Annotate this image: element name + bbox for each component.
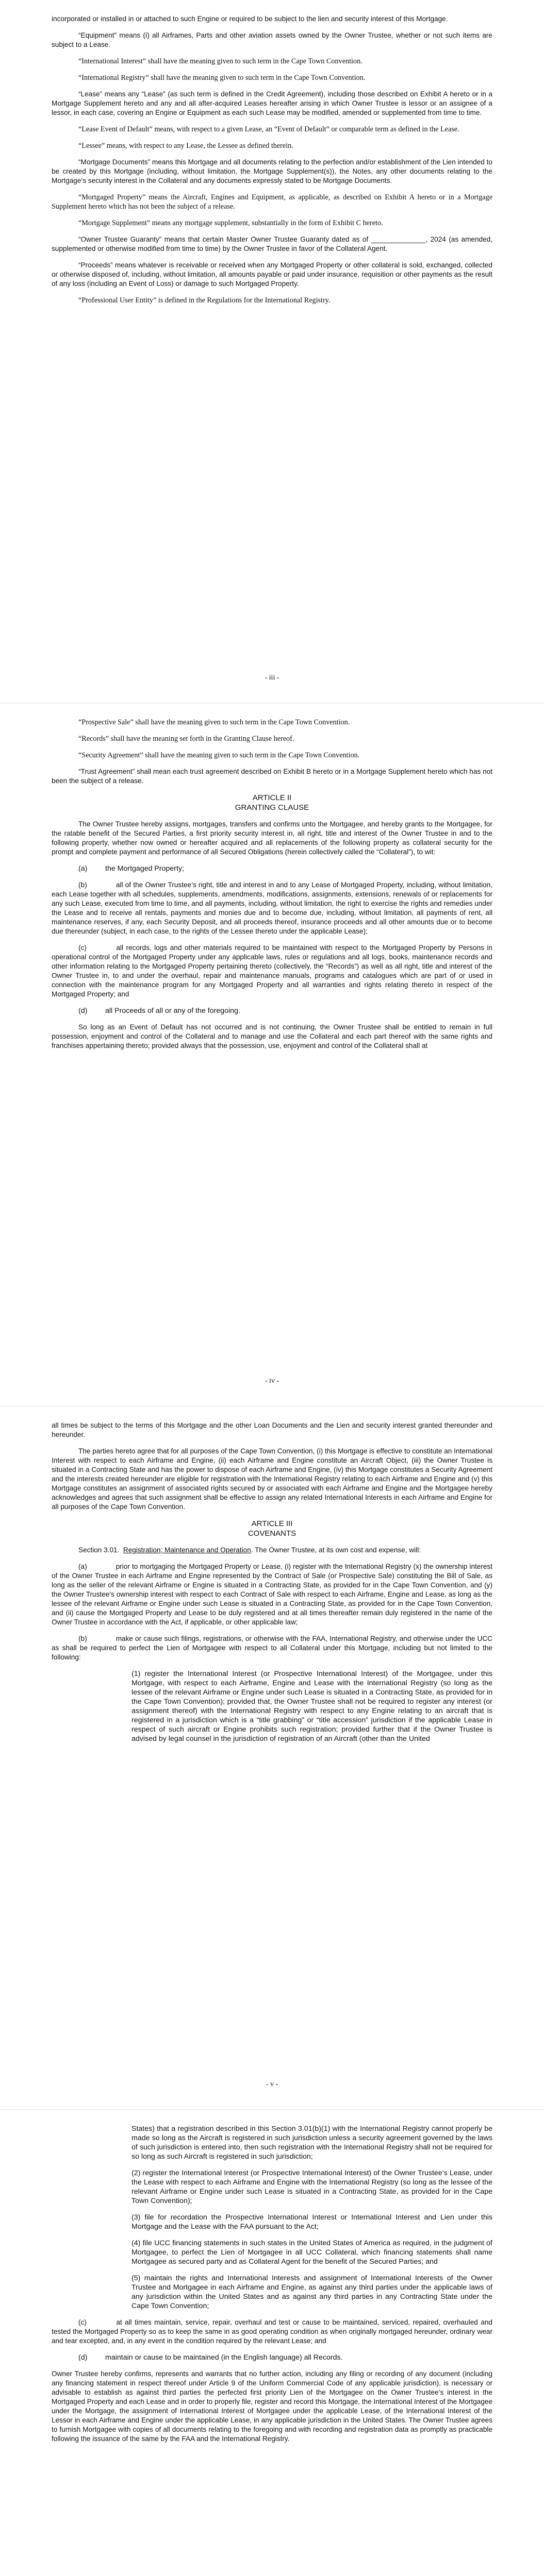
list-item-label: (b) bbox=[78, 1635, 87, 1642]
list-item-text: the Mortgaged Property; bbox=[105, 865, 184, 873]
list-item-text: maintain or cause to be maintained (in the English language) all Records. bbox=[105, 2353, 343, 2362]
list-item bbox=[52, 880, 492, 936]
list-item bbox=[52, 864, 492, 873]
list-item bbox=[52, 1562, 492, 1627]
list-item-label: (c) bbox=[78, 2318, 87, 2326]
definition-professional-user-entity: “Professional User Entity” is defined in the Regulations for the International Registry. bbox=[78, 296, 331, 304]
page-number: - iv - bbox=[265, 1377, 279, 1385]
article-number: ARTICLE III bbox=[251, 1519, 293, 1528]
granting-closing: So long as an Event of Default has not occurred and is not continuing, the Owner Trustee shall be entitled to remain in full possession, enjoyment and control of the Collateral and to manage and use the Collateral and each part thereof with the same rights and franchises appertaining thereto; provided always that the possession, use, enjoyment and control of the Collateral shall at bbox=[52, 1023, 492, 1049]
list-item bbox=[52, 1006, 492, 1015]
section-title: Registration; Maintenance and Operation bbox=[123, 1546, 251, 1554]
sub-item: (5) maintain the rights and International Interests and assignment of International Interests of the Owner Trustee and Mortgagee in each Airframe and Engine, as against any third parties under the applicable laws of any jurisdiction within the United States and as against any third parties in any Contracting State under the Cape Town Convention; bbox=[131, 2274, 492, 2310]
article-number: ARTICLE II bbox=[252, 793, 292, 802]
definition-mortgaged-property: “Mortgaged Property” means the Aircraft, Engines and Equipment, as applicable, as described on Exhibit A hereto or in a Mortgage Supplement hereto which has not been the subject of a release. bbox=[52, 193, 492, 211]
page-number: - v - bbox=[266, 2080, 278, 2088]
sub-item: States) that a registration described in this Section 3.01(b)(1) with the International Registry cannot properly be made so long as the Aircraft is registered in such jurisdiction unless a security agreement governed by the laws of such jurisdiction is entered into, then such registration with the International Registry shall not be required for so long as such Aircraft is registered in such jurisdiction; bbox=[131, 2125, 492, 2161]
list-item-text: prior to mortgaging the Mortgaged Property or Lease, (i) register with the International Registry (x) the ownership interest of the Owner Trustee in each Airframe and Engine represented by the Contract of Sale (or Prospective Sale) constituting the Bill of Sale, as long as the seller of the relevant Airframe or Engine is situated in a Contracting State, as provided for in the Cape Town Convention, and (y) the Owner Trustee’s ownership interest with respect to each Contract of Sale with respect to each Airframe, Engine and Lease, as long as the lessee of the relevant Airframe or Engine under such Lease is situated in a Contracting State, as provided for in the Cape Town Convention, and (ii) cause the Mortgaged Property and Lease to be duly registered and at all times thereafter remain duly registered in the name of the Owner Trustee in accordance with the Act, if applicable, or other applicable law; bbox=[52, 1563, 493, 1626]
document-page bbox=[0, 0, 544, 703]
list-item bbox=[52, 943, 492, 999]
list-item-label: (d) bbox=[78, 1007, 88, 1015]
sub-item: (3) file for recordation the Prospective International Interest or International Interest and Lien under this Mortgage and the Lease with the FAA pursuant to the Act; bbox=[131, 2213, 492, 2231]
list-item-text: at all times maintain, service, repair, overhaul and test or cause to be maintained, serviced, repaired, overhauled and tested the Mortgaged Property so as to keep the same in as good operating condition as when originally mortgaged hereunder, ordinary wear and tear excepted, and, in any event in the condition required by the relevant Lease; and bbox=[52, 2318, 492, 2345]
definition-lease-event-of-default: “Lease Event of Default” means, with respect to a given Lease, an “Event of Default” or comparable term as defined in the Lease. bbox=[78, 125, 459, 133]
section-label: Section 3.01. bbox=[78, 1546, 120, 1554]
definition-prospective-sale: “Prospective Sale” shall have the meaning given to such term in the Cape Town Convention. bbox=[78, 718, 350, 726]
definition-international-registry: “International Registry” shall have the meaning given to such term in the Cape Town Convention. bbox=[78, 74, 366, 82]
document-page bbox=[0, 1406, 544, 2110]
list-item-text: all of the Owner Trustee’s right, title and interest in and to any Lease of Mortgaged Property, including, without limitation, each Lease together with all schedules, supplements, amendments, modifications, assignments, extensions, renewals of or replacements for any such Lease, executed from time to time, and all payments, including, without limitation, the right to exercise the rights and remedies under the Lease and to receive all rentals, payments and monies due and to become due, including, without limitation, all payments of rent, all maintenance reserves, if any, each Security Deposit, and all proceeds thereof, insurance proceeds and all other amounts due or to become due thereunder (subject, in each case, to the rights of the Lessee thereto under the applicable Lease); bbox=[52, 881, 492, 935]
page-number: - iii - bbox=[265, 674, 279, 682]
section-text: . The Owner Trustee, at its own cost and expense, will: bbox=[251, 1546, 421, 1554]
definition-mortgage-documents: “Mortgage Documents” means this Mortgage and all documents relating to the perfection and/or establishment of the Lien intended to be created by this Mortgage (including, without limitation, the Mortgage Supplement(s)), the Notes, any other documents relating to the Mortgage’s security interest in the Collateral and any documents expressly stated to be Mortgage Documents. bbox=[52, 158, 492, 184]
article-title: COVENANTS bbox=[248, 1529, 296, 1538]
list-item-label: (c) bbox=[78, 944, 87, 952]
list-item-text: all Proceeds of all or any of the foregoing. bbox=[105, 1007, 240, 1015]
body-paragraph: incorporated or installed in or attached to such Engine or required to be subject to the lien and security interest of this Mortgage. bbox=[52, 15, 448, 23]
definition-proceeds: “Proceeds” means whatever is receivable or received when any Mortgaged Property or other collateral is sold, exchanged, collected or otherwise disposed of, including, without limitation, all amounts payable or paid under insurance, requisition or other payments as the result of any loss (including an Event of Loss) or damage to such Mortgaged Property. bbox=[52, 261, 492, 287]
list-item bbox=[52, 1634, 492, 1662]
list-item-label: (d) bbox=[78, 2353, 88, 2362]
list-item bbox=[52, 2353, 492, 2362]
body-paragraph: Owner Trustee hereby confirms, represents and warrants that no further action, including any filing or recording of any document (including any financing statement in respect thereof under Article 9 of the Uniform Commercial Code of any applicable jurisdiction), is necessary or advisable to establish as against third parties the perfected first priority Lien of the Mortgagee on the Owner Trustee’s interest in the Mortgaged Property and each Lease and in order to properly file, register and record this Mortgage, the International Interest of the Mortgagee under the Mortgage, the assignment of International Interest of Mortgagee under the applicable Lease, of the International Interest of the Lessor in each Airframe and Engine under the applicable Lease, in any applicable jurisdiction in the United States. The Owner Trustee agrees to furnish Mortgagee with copies of all documents relating to the foregoing and with recording and registration data as promptly as practicable following the issuance of the same by the FAA and the International Registry. bbox=[52, 2370, 492, 2443]
list-item-label: (a) bbox=[78, 865, 88, 873]
definition-security-agreement: “Security Agreement” shall have the meaning given to such term in the Cape Town Convention. bbox=[78, 751, 360, 759]
sub-item: (2) register the International Interest (or Prospective International Interest) of the Owner Trustee’s Lease, under the Lease with respect to each Airframe and Engine with the International Registry (so long as the lessee of the relevant Airframe or Engine under such Lease is situated in a Contracting State, as provided for in the Cape Town Convention); bbox=[131, 2169, 492, 2205]
sub-item: (1) register the International Interest (or Prospective International Interest) of the Mortgagee, under this Mortgage, with respect to each Airframe, Engine and Lease with the International Registry (so long as the lessee of the relevant Airframe or Engine under such Lease is situated in a Contracting State, as provided for in the Cape Town Convention); provided that, the Owner Trustee shall not be required to register any interest (or assignment thereof) with the International Registry with respect to any Engine relating to an aircraft that is registered in a jurisdiction which is a “title grabbing” or “title accession” jurisdiction if the applicable Lease in respect of such aircraft or Engine prohibits such registration; provided further that if the Owner Trustee is advised by legal counsel in the jurisdiction of registration of an Aircraft (other than the United bbox=[131, 1670, 492, 1743]
document-page bbox=[0, 703, 544, 1406]
definition-lessee: “Lessee” means, with respect to any Lease, the Lessee as defined therein. bbox=[78, 142, 293, 150]
body-paragraph: The parties hereto agree that for all purposes of the Cape Town Convention, (i) this Mortgage is effective to constitute an International Interest with respect to each Airframe and Engine, (ii) each Airframe and Engine constitute an Aircraft Object, (iii) the Owner Trustee is situated in a Contracting State and has the power to dispose of each Airframe and Engine, (iv) this Mortgage constitutes a Security Agreement and the interests created hereunder are eligible for registration with the International Registry relating to each Airframe and Engine and (v) this Mortgage constitutes an assignment of associated rights secured by or associated with each Airframe and Engine and the Mortgagee hereby acknowledges and agrees that such assignment shall be effective to assign any related International Interests in each Airframe and Engine for all purposes of the Cape Town Convention. bbox=[52, 1447, 492, 1511]
list-item-label: (b) bbox=[78, 881, 87, 889]
list-item-text: make or cause such filings, registrations, or otherwise with the FAA, International Registry, and otherwise under the UCC as shall be required to perfect the Lien of Mortgagee with respect to all Collateral under this Mortgage, including but not limited to the following: bbox=[52, 1635, 493, 1661]
list-item bbox=[52, 2318, 492, 2346]
definition-lease: “Lease” means any “Lease” (as such term is defined in the Credit Agreement), including those described on Exhibit A hereto or in a Mortgage Supplement hereto and any and all after-acquired Leases hereafter arising in which Owner Trustee is lessor or an assignee of a lessor, in each case, covering an Engine or Equipment as each such Lease may be modified, amended or supplemented from time to time. bbox=[52, 90, 492, 116]
article-title: GRANTING CLAUSE bbox=[235, 803, 309, 812]
definition-trust-agreement: “Trust Agreement” shall mean each trust agreement described on Exhibit B hereto or in a Mortgage Supplement hereto which has not been the subject of a release. bbox=[52, 768, 492, 785]
sub-item: (4) file UCC financing statements in such states in the United States of America as required, in the judgment of Mortgagee, to perfect the Lien of Mortgagee in all UCC Collateral, which financing statements shall name Mortgagee as secured party and as Collateral Agent for the benefit of the Secured Parties; and bbox=[131, 2239, 492, 2266]
section-heading bbox=[52, 1546, 492, 1555]
document-page bbox=[0, 2110, 544, 2576]
definition-international-interest: “International Interest” shall have the meaning given to such term in the Cape Town Convention. bbox=[78, 57, 362, 65]
definition-mortgage-supplement: “Mortgage Supplement” means any mortgage supplement, substantially in the form of Exhibit C hereto. bbox=[78, 219, 383, 227]
body-paragraph: all times be subject to the terms of this Mortgage and the other Loan Documents and the Lien and security interest granted thereunder and hereunder. bbox=[52, 1421, 492, 1438]
list-item-text: all records, logs and other materials required to be maintained with respect to the Mortgaged Property by Persons in operational control of the Mortgaged Property under any applicable laws, rules or regulations and all logs, books, maintenance records and other information relating to the Mortgaged Property pertaining thereto (collectively, the “Records”) as well as all right, title and interest of the Owner Trustee in, to and under the overhaul, repair and maintenance manuals, programs and catalogues which are part of or used in connection with the maintenance program for any Mortgaged Property and all warranties and rights relating thereto in respect of the Mortgaged Property; and bbox=[52, 944, 492, 998]
definition-equipment: “Equipment” means (i) all Airframes, Parts and other aviation assets owned by the Owner Trustee, whether or not such items are subject to a Lease. bbox=[52, 31, 492, 48]
list-item-label: (a) bbox=[78, 1563, 87, 1570]
granting-intro: The Owner Trustee hereby assigns, mortgages, transfers and confirms unto the Mortgagee, and hereby grants to the Mortgagee, for the ratable benefit of the Secured Parties, a first priority security interest in, all right, title and interest of the Owner Trustee in and to the following property, whether now owned or hereafter acquired and all replacements of the following property as collateral security for the prompt and complete payment and performance of all Secured Obligations (herein collectively called the “Collateral”), to wit: bbox=[52, 820, 492, 856]
definition-records: “Records” shall have the meaning set forth in the Granting Clause hereof. bbox=[78, 735, 294, 743]
definition-owner-trustee-guaranty: “Owner Trustee Guaranty” means that certain Master Owner Trustee Guaranty dated as of ______________, 2024 (as amended, supplemented or otherwise modified from time to time) by the Owner Trustee in favor of the Collateral Agent. bbox=[52, 235, 492, 252]
